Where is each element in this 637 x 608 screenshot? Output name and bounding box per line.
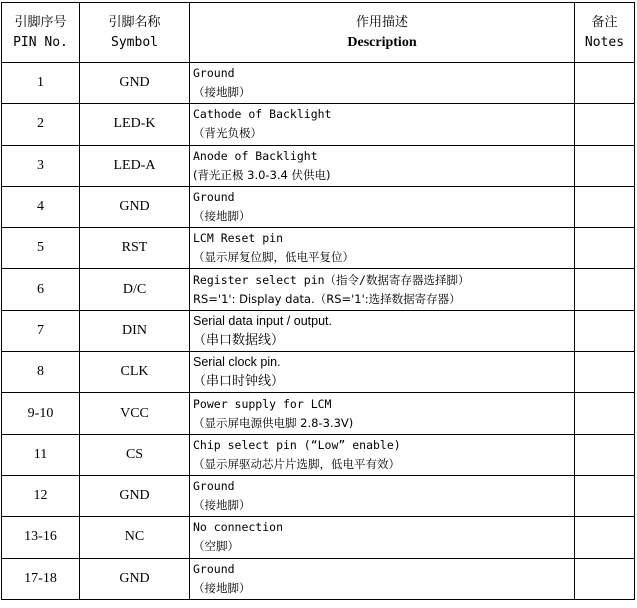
pin-description: [190, 393, 575, 434]
pin-number: 12: [2, 475, 80, 516]
table-row: [2, 310, 635, 351]
table-row: [2, 517, 635, 558]
pin-description: [190, 352, 575, 393]
pin-number: 3: [2, 145, 80, 186]
description-cn: （接地脚）: [193, 498, 251, 513]
description-en: Ground: [193, 66, 235, 81]
pin-symbol: GND: [80, 558, 190, 599]
description-en: Ground: [193, 190, 235, 205]
table-row: [2, 63, 635, 104]
header-symbol-cn: 引脚名称: [108, 14, 161, 30]
pin-symbol: CLK: [80, 352, 190, 393]
pin-symbol: NC: [80, 517, 190, 558]
header-notes: [575, 3, 635, 63]
table-row: [2, 558, 635, 599]
table-row: [2, 228, 635, 269]
pin-notes: [575, 63, 635, 104]
pin-description: [190, 269, 575, 310]
header-pin-en: PIN No.: [13, 34, 68, 50]
description-en: Ground: [193, 479, 235, 494]
pin-notes: [575, 517, 635, 558]
pin-number: 4: [2, 186, 80, 227]
pin-notes: [575, 269, 635, 310]
description-cn: （背光负极）: [193, 126, 262, 141]
pin-symbol: CS: [80, 434, 190, 475]
description-cn: （显示屏复位脚，低电平复位）: [193, 250, 354, 265]
pin-number: 5: [2, 228, 80, 269]
pin-notes: [575, 475, 635, 516]
description-en: No connection: [193, 520, 284, 535]
pin-notes: [575, 558, 635, 599]
pin-number: 6: [2, 269, 80, 310]
table-row: [2, 393, 635, 434]
pin-symbol: GND: [80, 475, 190, 516]
pin-description: [190, 63, 575, 104]
table-row: [2, 475, 635, 516]
pin-notes: [575, 186, 635, 227]
pin-symbol: LED-A: [80, 145, 190, 186]
pin-notes: [575, 310, 635, 351]
pin-symbol: GND: [80, 186, 190, 227]
pin-number: 7: [2, 310, 80, 351]
description-en: Anode of Backlight: [193, 148, 318, 163]
pin-notes: [575, 228, 635, 269]
pin-number: 1: [2, 63, 80, 104]
description-en: Chip select pin (“Low” enable): [193, 437, 401, 452]
pin-number: 2: [2, 104, 80, 145]
pin-notes: [575, 352, 635, 393]
pin-description: [190, 145, 575, 186]
description-cn: （空脚）: [193, 539, 239, 554]
header-notes-en: Notes: [584, 34, 625, 50]
description-cn: （接地脚）: [193, 580, 251, 595]
pin-description: [190, 228, 575, 269]
pin-table: [1, 2, 635, 600]
header-desc-en: Description: [347, 34, 417, 50]
table-row: [2, 104, 635, 145]
pin-description: [190, 310, 575, 351]
description-en: Ground: [193, 561, 235, 576]
table-row: [2, 145, 635, 186]
description-en: Register select pin（指令/数据寄存器选择脚）: [193, 272, 470, 287]
header-pin: [2, 3, 80, 63]
header-symbol: [80, 3, 190, 63]
pin-description: [190, 475, 575, 516]
table-row: [2, 269, 635, 310]
pin-description: [190, 104, 575, 145]
pin-number: 17-18: [2, 558, 80, 599]
header-pin-cn: 引脚序号: [14, 14, 67, 30]
pin-notes: [575, 145, 635, 186]
pin-number: 11: [2, 434, 80, 475]
description-en: Power supply for LCM: [193, 396, 332, 411]
pin-symbol: VCC: [80, 393, 190, 434]
pin-number: 9-10: [2, 393, 80, 434]
header-row: [2, 3, 635, 63]
table-row: [2, 186, 635, 227]
description-cn: （串口数据线）: [193, 332, 285, 348]
description-cn: （接地脚）: [193, 209, 251, 224]
header-notes-cn: 备注: [591, 14, 618, 30]
description-cn: （显示屏驱动芯片片选脚，低电平有效）: [193, 456, 400, 471]
pin-description: [190, 434, 575, 475]
pin-symbol: LED-K: [80, 104, 190, 145]
header-symbol-en: Symbol: [111, 34, 158, 50]
pin-notes: [575, 104, 635, 145]
pin-notes: [575, 434, 635, 475]
pin-number: 8: [2, 352, 80, 393]
description-cn: (背光正极 3.0-3.4 伏供电): [193, 167, 331, 182]
description-en: LCM Reset pin: [193, 231, 284, 246]
header-description: [190, 3, 575, 63]
table-row: [2, 352, 635, 393]
pin-description: [190, 517, 575, 558]
pin-description: [190, 558, 575, 599]
pin-symbol: GND: [80, 63, 190, 104]
description-cn: （接地脚）: [193, 85, 251, 100]
description-cn: （串口时钟线）: [193, 374, 285, 390]
pin-symbol: RST: [80, 228, 190, 269]
description-en: Cathode of Backlight: [193, 107, 332, 122]
pin-symbol: DIN: [80, 310, 190, 351]
description-en: Serial clock pin.: [193, 355, 281, 370]
header-desc-cn: 作用描述: [355, 14, 408, 30]
table-row: [2, 434, 635, 475]
description-en: Serial data input / output.: [193, 313, 332, 328]
pin-number: 13-16: [2, 517, 80, 558]
pin-notes: [575, 393, 635, 434]
description-cn: （显示屏电源供电脚 2.8-3.3V): [193, 415, 354, 430]
description-cn: RS='1': Display data.（RS='1':选择数据寄存器）: [193, 291, 461, 306]
pin-description: [190, 186, 575, 227]
pin-symbol: D/C: [80, 269, 190, 310]
